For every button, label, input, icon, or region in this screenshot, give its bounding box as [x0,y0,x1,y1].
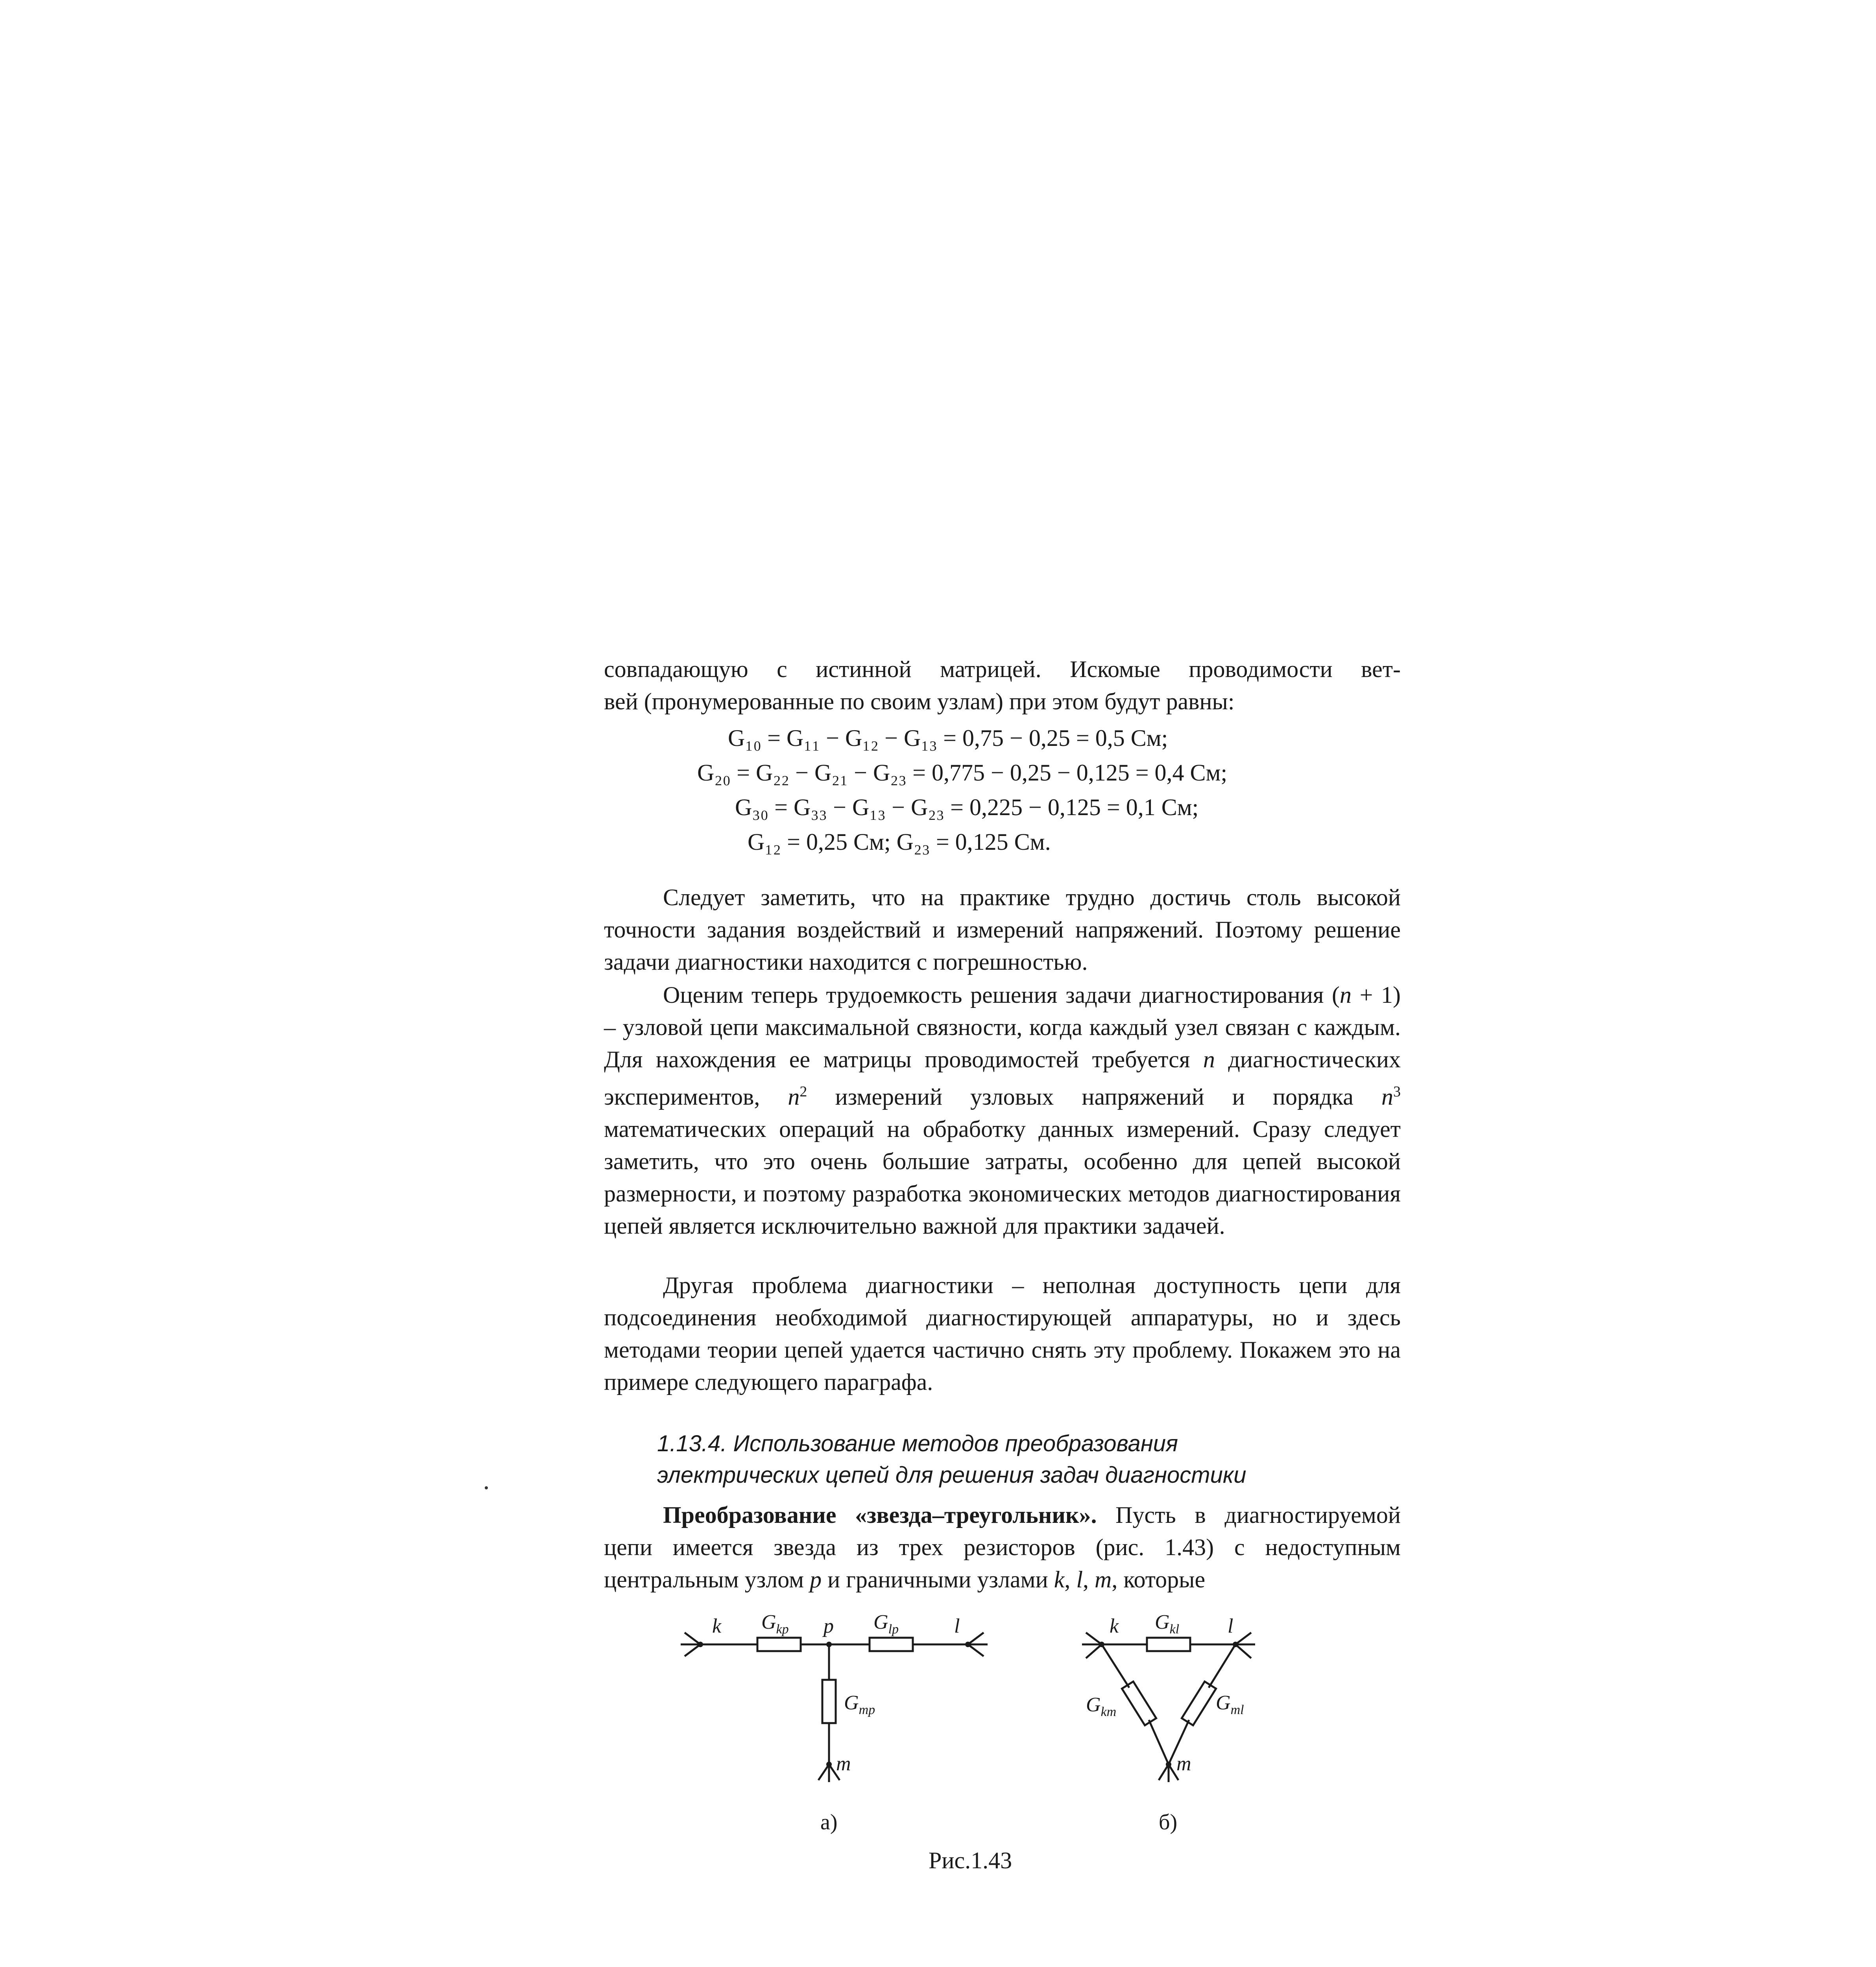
text-run: Оценим теперь трудоемкость решения задачи диагностирования ( [663,982,1340,1008]
subfigure-label-b: б) [1159,1810,1178,1834]
var-n: n [788,1084,800,1110]
node-k-dot [1099,1642,1104,1647]
paragraph-continued [604,653,1401,718]
var-m: m [1095,1567,1112,1592]
formula-g20: G₂₀ = G₂₂ − G₂₁ − G₂₃ = 0,775 − 0,25 − 0,125 = 0,4 См; [697,760,1228,786]
label-g: G [1216,1692,1231,1714]
exponent: 2 [800,1083,807,1100]
label-sub: km [1100,1705,1117,1719]
resistor-glp [870,1638,913,1651]
label-gmp [844,1692,875,1717]
var-p: p [810,1567,822,1592]
var-k: k [1054,1567,1065,1592]
label-sub: lp [888,1622,899,1637]
label-m: m [836,1753,851,1775]
paragraph-text: Следует заметить, что на практике трудно достичь столь высокой точности задания воздействий и измерений напряжений. Поэтому решение задачи диагностики находится с погрешностью. [604,884,1401,975]
paragraph-text [604,979,1401,1242]
heading-line: электрических цепей для решения задач диагностики [657,1462,1246,1488]
paragraph-accessibility [604,1269,1401,1398]
label-gkl [1155,1611,1179,1637]
text-run: , [1083,1567,1095,1592]
resistor-gkp [757,1638,801,1651]
var-l: l [1076,1567,1083,1592]
heading-line: 1.13.4. Использование методов преобразования [657,1431,1178,1456]
resistor-gkl [1147,1638,1190,1651]
figure-caption: Рис.1.43 [929,1847,1012,1873]
paragraph-text: Другая проблема диагностики – неполная доступность цепи для подсоединения необходимой диагностирующей аппаратуры, но и здесь методами теории цепей удается частично снять эту проблему. Покажем это на примере следующего параграфа. [604,1272,1401,1395]
text-run: и граничными узлами [822,1567,1054,1592]
label-g: G [844,1692,859,1714]
node-m-dot [1166,1762,1171,1767]
label-sub: kl [1169,1622,1180,1637]
label-sub: kp [776,1622,789,1637]
text-run: измерений узловых напряжений и порядка [807,1084,1381,1110]
label-m: m [1176,1753,1191,1775]
node-m-dot [826,1762,832,1767]
label-g: G [873,1611,888,1633]
paragraph-star-delta [604,1499,1401,1596]
paragraph-line: совпадающую с истинной матрицей. Искомые проводимости вет- [604,656,1401,682]
resistor-gml [1182,1681,1216,1725]
label-p: p [824,1615,834,1637]
section-heading [657,1428,1246,1491]
scan-speck [485,1486,488,1489]
paragraph-accuracy [604,881,1401,978]
text-run: диагностических экспериментов, [604,1046,1401,1110]
bold-term: Преобразование «звезда–треугольник». [663,1502,1097,1528]
text-run: + 1) – узловой цепи максимальной связности, когда каждый узел связан с каждым. Для нахождения ее матрицы проводимостей требуется [604,982,1401,1072]
text-run: математических операций на обработку данных измерений. Сразу следует заметить, что это очень большие затраты, особенно для цепей высокой размерности, и поэтому разработка экономических методов диагностирования цепей является исключительно важной для практики задачей. [604,1116,1401,1239]
text-run: , которые [1112,1567,1206,1592]
label-gml [1216,1692,1244,1717]
paragraph-complexity [604,979,1401,1242]
label-l: l [1228,1615,1233,1637]
figure-1-43 [669,1605,1338,1880]
node-p-dot [826,1642,832,1647]
node-l-dot [965,1642,971,1647]
var-n: n [1339,982,1352,1008]
star-circuit [681,1633,988,1782]
resistor-gkm [1122,1681,1156,1725]
node-l-dot [1233,1642,1238,1647]
label-k: k [1110,1615,1119,1637]
formula-g12-g23: G₁₂ = 0,25 См; G₂₃ = 0,125 См. [748,829,1051,855]
text-run: , [1064,1567,1076,1592]
subfigure-label-a: а) [820,1810,838,1834]
var-n: n [1203,1046,1215,1072]
label-g: G [1155,1611,1170,1633]
text-run: Пусть в диагностируемой цепи имеется звезда из трех резисторов (рис. 1.43) с недоступным центральным узлом [604,1502,1401,1592]
label-k: k [712,1615,722,1637]
paragraph-line: вей (пронумерованные по своим узлам) при этом будут равны: [604,688,1235,714]
label-g: G [1086,1694,1101,1716]
node-k-dot [698,1642,703,1647]
label-sub: mp [859,1703,875,1717]
formula-g10: G₁₀ = G₁₁ − G₁₂ − G₁₃ = 0,75 − 0,25 = 0,5 См; [728,725,1168,751]
exponent: 3 [1393,1083,1401,1100]
label-g: G [761,1611,776,1633]
paragraph-text [604,1499,1401,1596]
resistor-gmp [822,1680,836,1723]
label-sub: ml [1230,1703,1244,1717]
label-gkm [1086,1694,1116,1719]
label-glp [873,1611,899,1637]
label-gkp [761,1611,789,1637]
label-l: l [954,1615,960,1637]
var-n: n [1381,1084,1393,1110]
formula-g30: G₃₀ = G₃₃ − G₁₃ − G₂₃ = 0,225 − 0,125 = 0,1 См; [735,794,1199,820]
